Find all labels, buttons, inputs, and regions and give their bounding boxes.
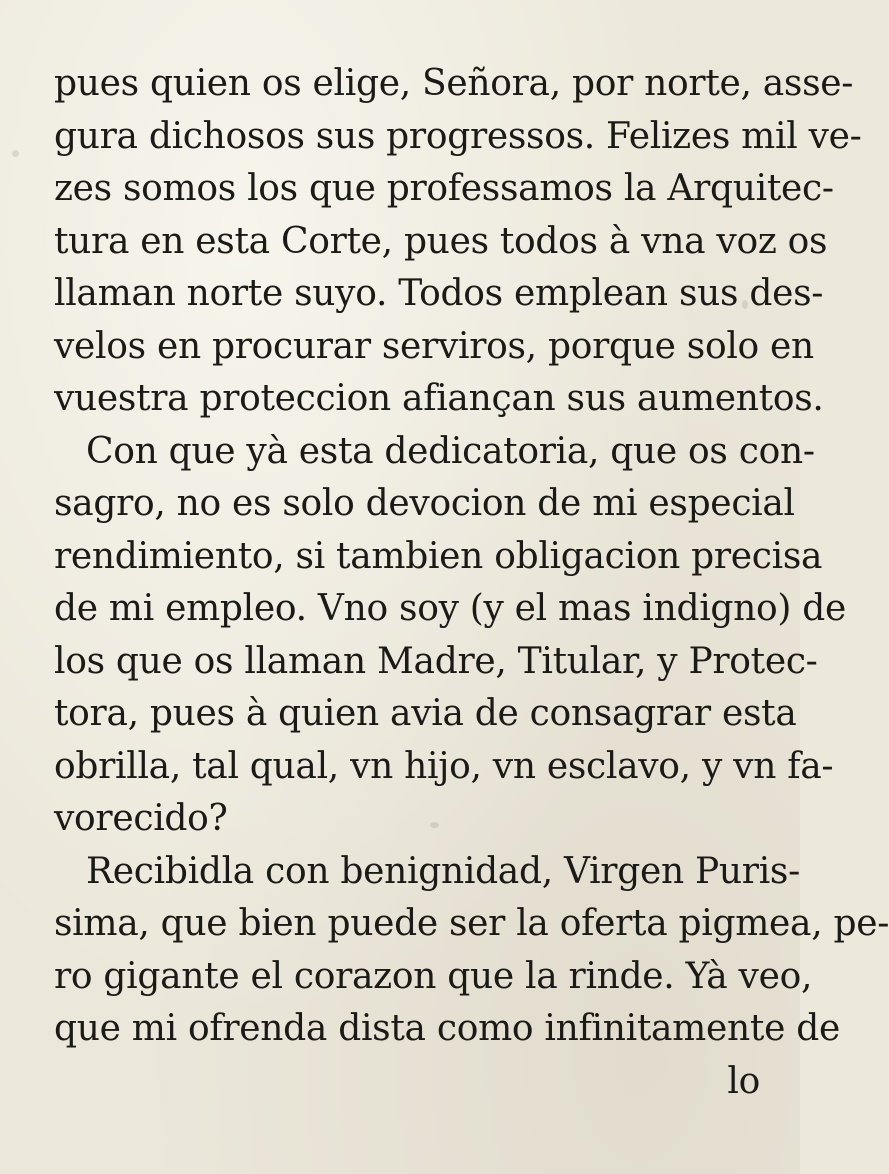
text-line: vorecido? bbox=[54, 798, 228, 839]
text-line: llaman norte suyo. Todos emplean sus des- bbox=[54, 273, 824, 314]
paragraph-start-line: Recibidla con benignidad, Virgen Puris- bbox=[86, 850, 800, 892]
text-line: rendimiento, si tambien obligacion precisa bbox=[54, 535, 823, 577]
text-line: que mi ofrenda dista como infinitamente de bbox=[54, 1008, 840, 1049]
text-line: zes somos los que professamos la Arquitec- bbox=[54, 168, 834, 209]
text-line: sagro, no es solo devocion de mi especial bbox=[54, 483, 795, 524]
text-line: sima, que bien puede ser la oferta pigmea, pe- bbox=[54, 903, 889, 944]
text-line: tora, pues à quien avia de consagrar esta bbox=[54, 693, 797, 734]
text-line: vuestra proteccion afiançan sus aumentos. bbox=[54, 378, 824, 419]
body-text bbox=[54, 58, 889, 1108]
text-line: de mi empleo. Vno soy (y el mas indigno) de bbox=[54, 588, 847, 629]
catchword: lo bbox=[727, 1060, 760, 1102]
paper-stain bbox=[12, 150, 19, 157]
text-line: ro gigante el corazon que la rinde. Yà veo, bbox=[54, 955, 813, 997]
paragraph-start-line: Con que yà esta dedicatoria, que os con- bbox=[86, 430, 815, 472]
text-line: los que os llaman Madre, Titular, y Protec- bbox=[54, 640, 818, 682]
text-line: tura en esta Corte, pues todos à vna voz os bbox=[54, 220, 828, 262]
text-line: pues quien os elige, Señora, por norte, asse- bbox=[54, 63, 854, 104]
text-line: obrilla, tal qual, vn hijo, vn esclavo, y vn fa- bbox=[54, 745, 834, 787]
text-line: velos en procurar serviros, porque solo en bbox=[54, 325, 814, 367]
text-line: gura dichosos sus progressos. Felizes mil ve- bbox=[54, 115, 862, 157]
